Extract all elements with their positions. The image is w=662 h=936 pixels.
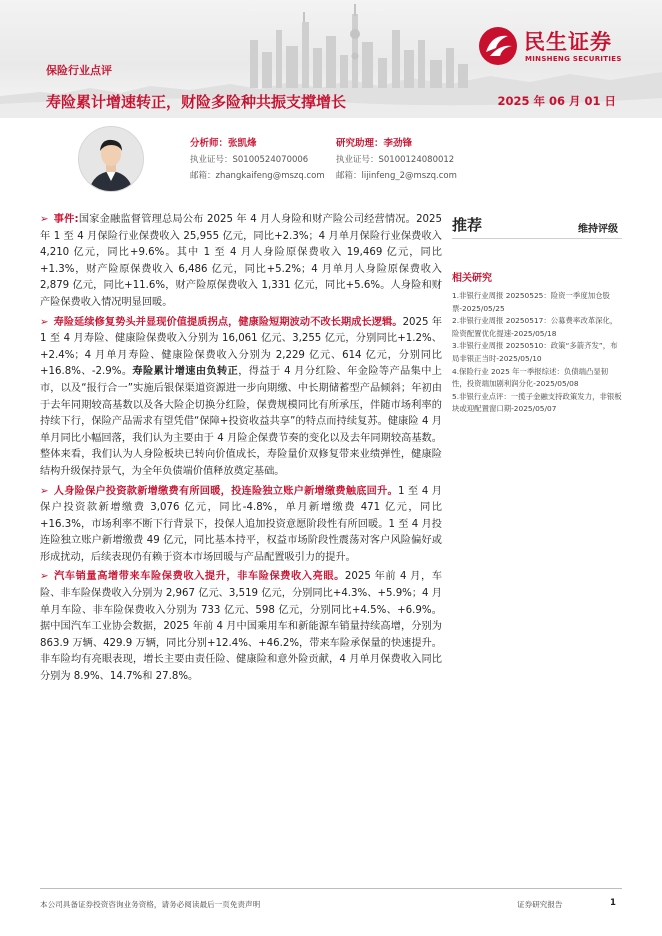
paragraph-body: 1 至 4 月保户投资款新增缴费 3,076 亿元，同比-4.8%，单月新增缴费 471 亿元，同比+16.3%，市场利率不断下行背景下，投保人追加投资意愿阶段性有所回暖。1 至 4 月投连险独立账户新增缴费 49 亿元，同比基本持平，权益市场阶段性震荡对客户风险偏好或形成扰动，后续表现仍有赖于资本市场回暖与产品配置吸引力的提升。 xyxy=(40,485,442,563)
page-number: 1 xyxy=(610,898,616,908)
assistant-role xyxy=(336,136,457,152)
footer-divider xyxy=(40,888,622,889)
report-type-label: 保险行业点评 xyxy=(46,64,112,77)
assistant-name: 李劲锋 xyxy=(383,138,413,149)
analyst-name: 张凯烽 xyxy=(228,138,257,149)
paragraph-heading: 人身险保户投资款新增缴费有所回暖，投连险独立账户新增缴费触底回升。 xyxy=(53,485,398,497)
related-research-title: 相关研究 xyxy=(452,273,492,284)
analyst-avatar xyxy=(78,126,144,192)
footer-doc-type: 证券研究报告 xyxy=(517,900,563,909)
paragraph-investment-deposits xyxy=(40,484,442,567)
assistant-role-label: 研究助理： xyxy=(336,138,384,149)
logo-name: 民生证券 xyxy=(524,30,612,54)
paragraph-body: 2025 年 1 至 4 月寿险、健康险保费收入分别为 16,061 亿元、3,255 亿元，分别同比+1.2%、+2.4%；4 月单月寿险、健康险保费收入分别为 2,229 亿元、614 亿元，分别同比+16.8%、-2.9%。 xyxy=(40,316,442,378)
sidebar xyxy=(452,212,622,416)
paragraph-auto-insurance xyxy=(40,569,442,685)
paragraph-body: 2025 年前 4 月，车险、非车险保费收入分别为 2,967 亿元、3,519 亿元，分别同比+4.3%、+5.9%；4 月单月车险、非车险保费收入分别为 733 亿元、598 亿元，分别同比+4.5%、+6.9%。据中国汽车工业协会数据，2025 年前 4 月中国乘用车和新能源车销量持续高增，分别为 863.9 万辆、429.9 万辆，同比分别+12.4%、+46.2%，带来车险承保量的快速提升。非车险均有亮眼表现，增长主要由责任险、健康险和意外险贡献，4 月单月保费收入同比分别为 8.9%、14.7%和 27.8%。 xyxy=(40,571,443,683)
related-research-item[interactable]: 2.非银行业周报 20250517：公募费率改革深化，险资配置优化提速-2025/05/18 xyxy=(452,316,618,338)
related-research-item[interactable]: 4.保险行业 2025 年一季报综述：负债端凸显韧性，投资端加剧利润分化-2025/05/08 xyxy=(452,366,609,389)
paragraph-body: 国家金融监督管理总局公布 2025 年 4 月人身险和财产险公司经营情况。2025 年 1 至 4 月保险行业保费收入 25,955 亿元，同比+2.3%；4 月单月保险行业保费收入 4,210 亿元，同比+9.6%。其中 1 至 4 月人身险原保费收入 19,469 亿元，同比+1.3%，财产险原保费收入 6,486 亿元，同比+5.2%；4 月单月人身险原保费收入 2,879 亿元，同比+11.6%，财产险原保费收入 1,331 亿元，同比+5.6%。人身险和财产险保费收入情况明显回暖。 xyxy=(40,214,442,308)
analyst-info xyxy=(190,136,325,184)
arrow-bullet-icon: ➢ xyxy=(40,485,49,497)
analyst-role-label: 分析师： xyxy=(190,138,229,149)
analyst-role xyxy=(190,136,325,152)
arrow-bullet-icon: ➢ xyxy=(40,316,49,328)
arrow-bullet-icon: ➢ xyxy=(40,571,49,583)
logo-english-name: MINSHENG SECURITIES xyxy=(525,55,622,63)
rating-row xyxy=(452,212,622,239)
paragraph-emphasis: 寿险累计增速由负转正 xyxy=(132,366,239,378)
assistant-info xyxy=(336,136,457,184)
footer-disclaimer: 本公司具备证券投资咨询业务资格，请务必阅读最后一页免责声明 xyxy=(40,900,261,909)
related-research-item[interactable]: 3.非银行业周报 20250510：政策“多箭齐发”，布局非银正当时-2025/05/10 xyxy=(452,341,618,363)
related-research-item[interactable]: 1.非银行业周报 20250525：险资一季度加仓股票-2025/05/25 xyxy=(452,291,610,313)
report-title: 寿险累计增速转正，财险多险种共振支撑增长 xyxy=(46,93,347,111)
arrow-bullet-icon: ➢ xyxy=(40,214,49,225)
paragraph-heading: 寿险延续修复势头并显现价值提质拐点，健康险短期波动不改长期成长逻辑。 xyxy=(53,316,403,328)
related-research-list xyxy=(452,290,622,416)
paragraph-body: ，得益于 4 月分红险、年金险等产品集中上市，以及“报行合一”实施后银保渠道资源进一步向期缴、中长期储蓄型产品倾斜；年初由于去年同期较高基数以及各大险企切换分红险，保费规模同比有所承压，伴随市场利率的持续下行，保险产品需求有望凭借“保障+投资收益共享”的特点而持续复苏。健康险 4 月单月同比小幅回落，我们认为主要由于 4 月险企保费节奏的变化以及去年同期较高基数。整体来看，我们认为人身险板块已转向价值成长，寿险量价双修复带来业绩弹性，健康险结构升级保持景气，为全年负债端价值释放奠定基础。 xyxy=(40,366,442,477)
company-logo xyxy=(478,26,646,70)
rating-title: 推荐 xyxy=(452,216,483,234)
main-content xyxy=(40,212,442,689)
paragraph-event xyxy=(40,212,442,312)
rating-value: 维持评级 xyxy=(578,224,618,235)
assistant-cert: 执业证号：S0100124080012 xyxy=(336,155,455,165)
report-date: 2025 年 06 月 01 日 xyxy=(497,94,616,108)
analyst-email[interactable]: 邮箱：zhangkaifeng@mszq.com xyxy=(190,171,325,181)
paragraph-life-insurance xyxy=(40,315,442,481)
paragraph-heading: 事件: xyxy=(53,214,79,225)
person-photo-icon xyxy=(79,127,143,191)
assistant-email[interactable]: 邮箱：lijinfeng_2@mszq.com xyxy=(336,171,457,181)
minsheng-logo-icon xyxy=(478,26,518,66)
paragraph-heading: 汽车销量高增带来车险保费收入提升，非车险保费收入亮眼。 xyxy=(53,571,345,583)
related-research-item[interactable]: 5.非银行业点评：一揽子金融支持政策发力，非银板块或迎配置窗口期-2025/05/07 xyxy=(452,391,622,414)
analyst-cert: 执业证号：S0100524070006 xyxy=(190,155,309,165)
